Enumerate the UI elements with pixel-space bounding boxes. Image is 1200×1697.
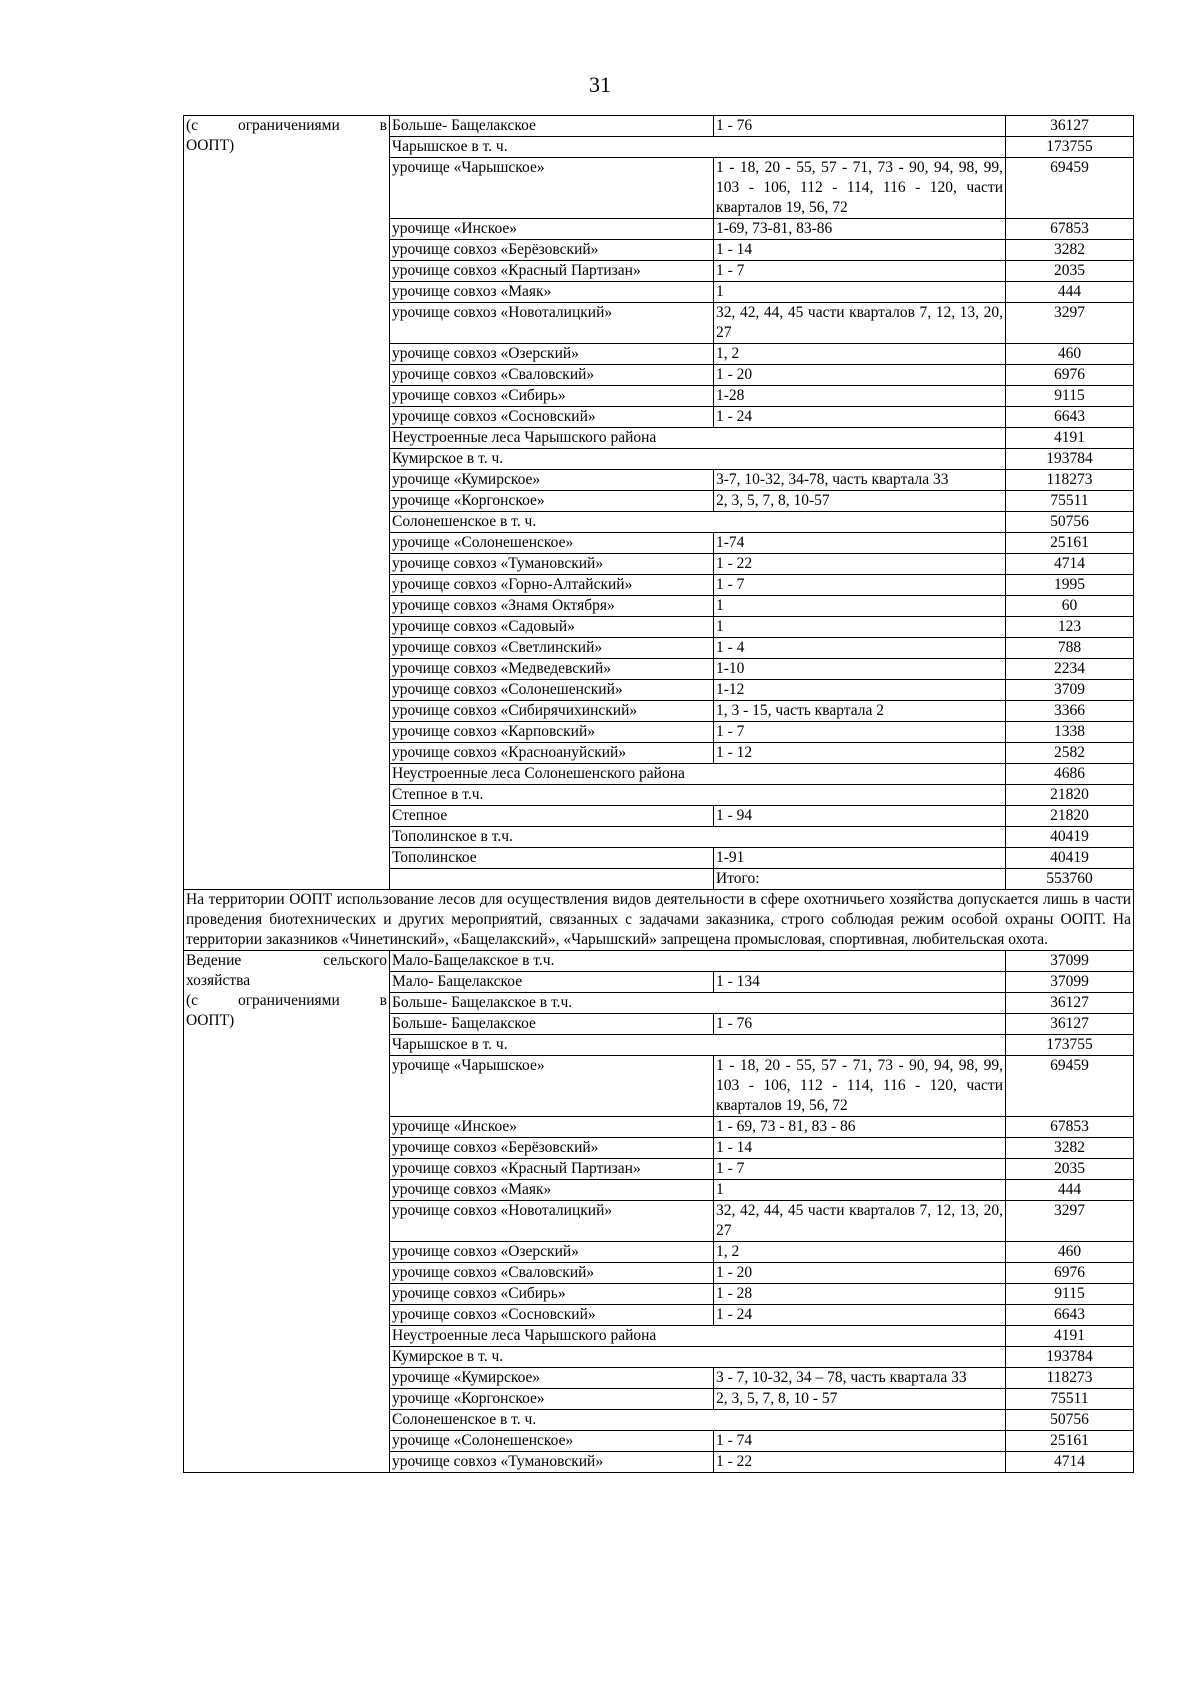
area-cell: 69459 <box>1006 1056 1134 1117</box>
forestry-name-cell: урочище совхоз «Красноануйский» <box>390 743 714 764</box>
page-number: 31 <box>589 72 611 97</box>
forestry-name-cell: урочище «Кумирское» <box>390 470 714 491</box>
forestry-name-cell: урочище совхоз «Берёзовский» <box>390 1138 714 1159</box>
quarters-cell: 1 - 24 <box>714 407 1006 428</box>
quarters-cell: 1 - 7 <box>714 1159 1006 1180</box>
forestry-name-cell: урочище совхоз «Сваловский» <box>390 1263 714 1284</box>
quarters-cell: 1-10 <box>714 659 1006 680</box>
forestry-name-cell: урочище совхоз «Маяк» <box>390 1180 714 1201</box>
quarters-cell: 1 - 69, 73 - 81, 83 - 86 <box>714 1117 1006 1138</box>
forestry-name-cell: урочище «Инское» <box>390 1117 714 1138</box>
quarters-cell: 1 - 134 <box>714 972 1006 993</box>
forestry-name-cell: Чарышское в т. ч. <box>390 137 1006 158</box>
quarters-cell: 1-28 <box>714 386 1006 407</box>
area-cell: 9115 <box>1006 1284 1134 1305</box>
activity-line: ООПТ) <box>186 137 235 154</box>
forestry-name-cell: урочище «Солонешенское» <box>390 533 714 554</box>
quarters-cell: 1 <box>714 617 1006 638</box>
area-cell: 6643 <box>1006 1305 1134 1326</box>
forestry-name-cell: Тополинское <box>390 848 714 869</box>
area-cell: 3282 <box>1006 1138 1134 1159</box>
area-cell: 36127 <box>1006 993 1134 1014</box>
area-cell: 460 <box>1006 344 1134 365</box>
forestry-name-cell: урочище совхоз «Тумановский» <box>390 554 714 575</box>
forestry-name-cell: Неустроенные леса Солонешенского района <box>390 764 1006 785</box>
area-cell: 67853 <box>1006 1117 1134 1138</box>
activity-line: (с ограничениями в <box>186 992 387 1009</box>
area-cell: 75511 <box>1006 491 1134 512</box>
area-cell: 67853 <box>1006 219 1134 240</box>
area-cell: 3709 <box>1006 680 1134 701</box>
quarters-cell: 1 <box>714 596 1006 617</box>
forestry-name-cell: урочище совхоз «Тумановский» <box>390 1452 714 1473</box>
activity-line: Ведение сельского <box>186 952 387 969</box>
forestry-name-cell: урочище «Инское» <box>390 219 714 240</box>
quarters-cell: 1 - 18, 20 - 55, 57 - 71, 73 - 90, 94, 98, 99, 103 - 106, 112 - 114, 116 - 120, части кварталов 19, 56, 72 <box>714 158 1006 219</box>
forestry-name-cell: урочище совхоз «Сибирь» <box>390 386 714 407</box>
forestry-name-cell: урочище совхоз «Озерский» <box>390 344 714 365</box>
note-row <box>184 890 1134 951</box>
forestry-name-cell: урочище совхоз «Красный Партизан» <box>390 1159 714 1180</box>
area-cell: 69459 <box>1006 158 1134 219</box>
quarters-cell: 1 - 76 <box>714 1014 1006 1035</box>
quarters-cell: 1 - 18, 20 - 55, 57 - 71, 73 - 90, 94, 98, 99, 103 - 106, 112 - 114, 116 - 120, части кварталов 19, 56, 72 <box>714 1056 1006 1117</box>
forestry-name-cell: урочище совхоз «Светлинский» <box>390 638 714 659</box>
area-cell: 6976 <box>1006 365 1134 386</box>
quarters-cell: 1 - 76 <box>714 116 1006 137</box>
area-cell: 1338 <box>1006 722 1134 743</box>
area-cell: 1995 <box>1006 575 1134 596</box>
area-cell: 36127 <box>1006 116 1134 137</box>
activity-line: ООПТ) <box>186 1012 235 1029</box>
forestry-name-cell: урочище совхоз «Озерский» <box>390 1242 714 1263</box>
quarters-cell: 1-69, 73-81, 83-86 <box>714 219 1006 240</box>
forestry-name-cell: Больше- Бащелакское в т.ч. <box>390 993 1006 1014</box>
forestry-name-cell: урочище «Коргонское» <box>390 491 714 512</box>
quarters-cell: 3 - 7, 10-32, 34 – 78, часть квартала 33 <box>714 1368 1006 1389</box>
forestry-name-cell: урочище совхоз «Красный Партизан» <box>390 261 714 282</box>
forestry-name-cell: урочище совхоз «Новоталицкий» <box>390 1201 714 1242</box>
area-cell: 21820 <box>1006 806 1134 827</box>
forestry-name-cell: урочище совхоз «Сибирячихинский» <box>390 701 714 722</box>
forestry-name-cell: урочище совхоз «Берёзовский» <box>390 240 714 261</box>
forestry-name-cell: урочище совхоз «Солонешенский» <box>390 680 714 701</box>
forestry-name-cell: Больше- Бащелакское <box>390 116 714 137</box>
area-cell: 2234 <box>1006 659 1134 680</box>
forestry-name-cell: Солонешенское в т. ч. <box>390 1410 1006 1431</box>
quarters-cell: 32, 42, 44, 45 части кварталов 7, 12, 13, 20, 27 <box>714 1201 1006 1242</box>
quarters-cell: 1 - 14 <box>714 240 1006 261</box>
forestry-name-cell: Чарышское в т. ч. <box>390 1035 1006 1056</box>
area-cell: 50756 <box>1006 512 1134 533</box>
area-cell: 3297 <box>1006 1201 1134 1242</box>
forestry-name-cell: Мало-Бащелакское в т.ч. <box>390 951 1006 972</box>
area-cell: 123 <box>1006 617 1134 638</box>
quarters-cell: 32, 42, 44, 45 части кварталов 7, 12, 13, 20, 27 <box>714 303 1006 344</box>
quarters-cell: 1 - 7 <box>714 261 1006 282</box>
area-cell: 4686 <box>1006 764 1134 785</box>
area-cell: 4191 <box>1006 1326 1134 1347</box>
area-cell: 75511 <box>1006 1389 1134 1410</box>
forestry-name-cell: урочище совхоз «Знамя Октября» <box>390 596 714 617</box>
forestry-name-cell: Кумирское в т. ч. <box>390 449 1006 470</box>
total-spacer-cell <box>390 869 714 890</box>
quarters-cell: 1 - 28 <box>714 1284 1006 1305</box>
area-cell: 60 <box>1006 596 1134 617</box>
area-cell: 3366 <box>1006 701 1134 722</box>
area-cell: 36127 <box>1006 1014 1134 1035</box>
forestry-name-cell: Солонешенское в т. ч. <box>390 512 1006 533</box>
quarters-cell: 1 - 4 <box>714 638 1006 659</box>
area-cell: 2035 <box>1006 261 1134 282</box>
area-cell: 21820 <box>1006 785 1134 806</box>
forestry-name-cell: урочище «Солонешенское» <box>390 1431 714 1452</box>
forestry-name-cell: урочище совхоз «Садовый» <box>390 617 714 638</box>
quarters-cell: 1 - 94 <box>714 806 1006 827</box>
forestry-name-cell: урочище «Чарышское» <box>390 158 714 219</box>
area-cell: 444 <box>1006 1180 1134 1201</box>
activity-cell <box>184 951 390 1473</box>
forestry-name-cell: урочище «Чарышское» <box>390 1056 714 1117</box>
quarters-cell: 1 <box>714 1180 1006 1201</box>
activity-cell <box>184 116 390 890</box>
quarters-cell: 1-12 <box>714 680 1006 701</box>
forestry-name-cell: урочище «Коргонское» <box>390 1389 714 1410</box>
forestry-name-cell: Неустроенные леса Чарышского района <box>390 428 1006 449</box>
area-cell: 4191 <box>1006 428 1134 449</box>
area-cell: 50756 <box>1006 1410 1134 1431</box>
forestry-name-cell: Степное в т.ч. <box>390 785 1006 806</box>
forestry-name-cell: урочище совхоз «Горно-Алтайский» <box>390 575 714 596</box>
area-cell: 6976 <box>1006 1263 1134 1284</box>
forestry-name-cell: урочище совхоз «Сваловский» <box>390 365 714 386</box>
quarters-cell: 2, 3, 5, 7, 8, 10-57 <box>714 491 1006 512</box>
area-cell: 173755 <box>1006 1035 1134 1056</box>
quarters-cell: 1 - 22 <box>714 554 1006 575</box>
quarters-cell: 1 - 12 <box>714 743 1006 764</box>
area-cell: 25161 <box>1006 533 1134 554</box>
area-cell: 460 <box>1006 1242 1134 1263</box>
quarters-cell: 2, 3, 5, 7, 8, 10 - 57 <box>714 1389 1006 1410</box>
area-cell: 4714 <box>1006 554 1134 575</box>
total-label-cell: Итого: <box>714 869 1006 890</box>
forestry-name-cell: Больше- Бащелакское <box>390 1014 714 1035</box>
forestry-name-cell: урочище совхоз «Маяк» <box>390 282 714 303</box>
forestry-name-cell: Мало- Бащелакское <box>390 972 714 993</box>
quarters-cell: 1, 3 - 15, часть квартала 2 <box>714 701 1006 722</box>
hunting-note: На территории ООПТ использование лесов для осуществления видов деятельности в сфере охотничьего хозяйства допускается лишь в части проведения биотехнических и других мероприятий, связанных с задачами заказника, строго соблюдая режим особой охраны ООПТ. На территории заказников «Чинетинский», «Бащелакский», «Чарышский» запрещена промысловая, спортивная, любительская охота. <box>184 890 1134 951</box>
area-cell: 173755 <box>1006 137 1134 158</box>
area-cell: 9115 <box>1006 386 1134 407</box>
area-cell: 193784 <box>1006 449 1134 470</box>
quarters-cell: 1 - 20 <box>714 365 1006 386</box>
area-cell: 3282 <box>1006 240 1134 261</box>
forestry-name-cell: урочище совхоз «Медведевский» <box>390 659 714 680</box>
area-cell: 6643 <box>1006 407 1134 428</box>
quarters-cell: 1-74 <box>714 533 1006 554</box>
forest-areas-table <box>183 115 1134 1473</box>
area-cell: 40419 <box>1006 827 1134 848</box>
area-cell: 118273 <box>1006 1368 1134 1389</box>
forestry-name-cell: урочище совхоз «Сосновский» <box>390 1305 714 1326</box>
area-cell: 2035 <box>1006 1159 1134 1180</box>
quarters-cell: 3-7, 10-32, 34-78, часть квартала 33 <box>714 470 1006 491</box>
table-body <box>184 116 1134 1473</box>
forestry-name-cell: Кумирское в т. ч. <box>390 1347 1006 1368</box>
area-cell: 788 <box>1006 638 1134 659</box>
quarters-cell: 1 - 74 <box>714 1431 1006 1452</box>
area-cell: 444 <box>1006 282 1134 303</box>
area-cell: 2582 <box>1006 743 1134 764</box>
area-cell: 193784 <box>1006 1347 1134 1368</box>
area-cell: 37099 <box>1006 951 1134 972</box>
quarters-cell: 1, 2 <box>714 1242 1006 1263</box>
forestry-name-cell: Неустроенные леса Чарышского района <box>390 1326 1006 1347</box>
quarters-cell: 1 - 7 <box>714 575 1006 596</box>
total-value-cell: 553760 <box>1006 869 1134 890</box>
forestry-name-cell: урочище совхоз «Новоталицкий» <box>390 303 714 344</box>
quarters-cell: 1 <box>714 282 1006 303</box>
forestry-name-cell: урочище «Кумирское» <box>390 1368 714 1389</box>
table-row <box>184 116 1134 137</box>
area-cell: 118273 <box>1006 470 1134 491</box>
quarters-cell: 1 - 24 <box>714 1305 1006 1326</box>
quarters-cell: 1 - 14 <box>714 1138 1006 1159</box>
quarters-cell: 1-91 <box>714 848 1006 869</box>
table-row <box>184 951 1134 972</box>
area-cell: 3297 <box>1006 303 1134 344</box>
forestry-name-cell: урочище совхоз «Карповский» <box>390 722 714 743</box>
area-cell: 25161 <box>1006 1431 1134 1452</box>
quarters-cell: 1 - 20 <box>714 1263 1006 1284</box>
quarters-cell: 1 - 7 <box>714 722 1006 743</box>
forestry-name-cell: урочище совхоз «Сибирь» <box>390 1284 714 1305</box>
forestry-name-cell: Степное <box>390 806 714 827</box>
area-cell: 40419 <box>1006 848 1134 869</box>
area-cell: 4714 <box>1006 1452 1134 1473</box>
activity-line: (с ограничениями в <box>186 117 387 134</box>
area-cell: 37099 <box>1006 972 1134 993</box>
forestry-name-cell: Тополинское в т.ч. <box>390 827 1006 848</box>
forestry-name-cell: урочище совхоз «Сосновский» <box>390 407 714 428</box>
quarters-cell: 1 - 22 <box>714 1452 1006 1473</box>
quarters-cell: 1, 2 <box>714 344 1006 365</box>
activity-line: хозяйства <box>186 972 251 989</box>
